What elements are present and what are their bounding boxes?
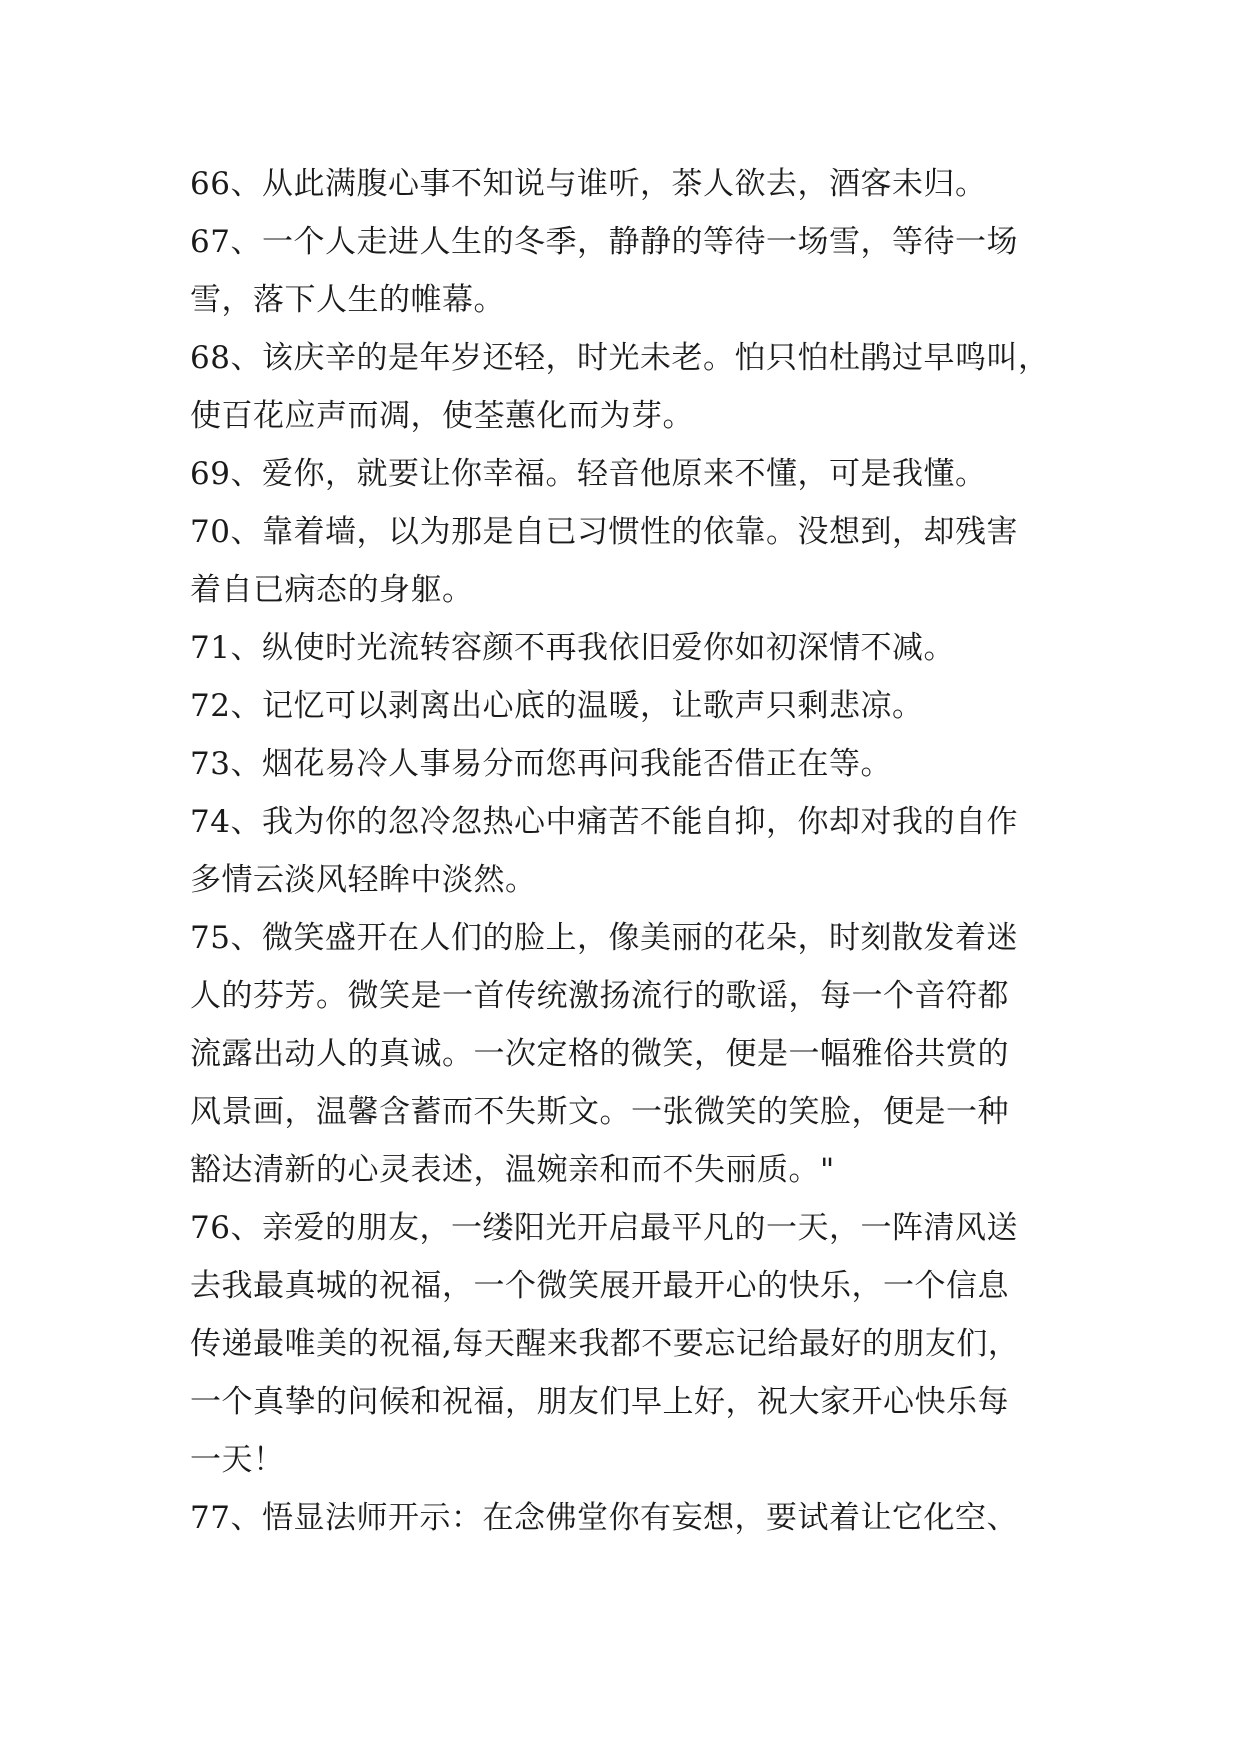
paragraph xyxy=(190,445,1070,503)
text-line: 传递最唯美的祝福,每天醒来我都不要忘记给最好的朋友们， xyxy=(190,1326,1020,1362)
text-line: 着自已病态的身躯。 xyxy=(190,572,474,608)
text-line: 77、悟显法师开示：在念佛堂你有妄想，要试着让它化空、 xyxy=(190,1500,1018,1536)
text-line: 72、记忆可以剥离出心底的温暖，让歌声只剩悲凉。 xyxy=(190,688,924,724)
text-line: 66、从此满腹心事不知说与谁听，茶人欲去，酒客未归。 xyxy=(190,166,987,202)
text-line: 流露出动人的真诚。一次定格的微笑，便是一幅雅俗共赏的 xyxy=(190,1036,1009,1072)
paragraph xyxy=(190,329,1070,445)
paragraph xyxy=(190,213,1070,329)
text-line: 76、亲爱的朋友，一缕阳光开启最平凡的一天，一阵清风送 xyxy=(190,1210,1018,1246)
text-line: 70、靠着墙，以为那是自已习惯性的依靠。没想到，却残害 xyxy=(190,514,1018,550)
paragraph xyxy=(190,793,1070,909)
text-line: 67、一个人走进人生的冬季，静静的等待一场雪，等待一场 xyxy=(190,224,1018,260)
text-line: 雪，落下人生的帷幕。 xyxy=(190,282,505,318)
text-line: 73、烟花易冷人事易分而您再问我能否借正在等。 xyxy=(190,746,892,782)
text-line: 71、纵使时光流转容颜不再我依旧爱你如初深情不减。 xyxy=(190,630,955,666)
paragraph xyxy=(190,735,1070,793)
text-line: 人的芬芳。微笑是一首传统激扬流行的歌谣，每一个音符都 xyxy=(190,978,1009,1014)
paragraph xyxy=(190,503,1070,619)
document-body xyxy=(190,155,1070,1547)
text-line: 多情云淡风轻眸中淡然。 xyxy=(190,862,537,898)
paragraph xyxy=(190,677,1070,735)
text-line: 一天！ xyxy=(190,1442,285,1478)
text-line: 豁达清新的心灵表述，温婉亲和而不失丽质。" xyxy=(190,1152,835,1188)
text-line: 75、微笑盛开在人们的脸上，像美丽的花朵，时刻散发着迷 xyxy=(190,920,1018,956)
paragraph xyxy=(190,619,1070,677)
text-line: 一个真挚的问候和祝福，朋友们早上好，祝大家开心快乐每 xyxy=(190,1384,1009,1420)
text-line: 风景画，温馨含蓄而不失斯文。一张微笑的笑脸，便是一种 xyxy=(190,1094,1009,1130)
paragraph xyxy=(190,155,1070,213)
paragraph xyxy=(190,909,1070,1199)
text-line: 使百花应声而凋，使荃蕙化而为芽。 xyxy=(190,398,694,434)
text-line: 74、我为你的忽冷忽热心中痛苦不能自抑，你却对我的自作 xyxy=(190,804,1018,840)
paragraph xyxy=(190,1489,1070,1547)
text-line: 69、爱你，就要让你幸福。轻音他原来不懂，可是我懂。 xyxy=(190,456,987,492)
paragraph xyxy=(190,1199,1070,1489)
text-line: 68、该庆辛的是年岁还轻，时光未老。怕只怕杜鹃过早鸣叫， xyxy=(190,340,1050,376)
text-line: 去我最真城的祝福，一个微笑展开最开心的快乐，一个信息 xyxy=(190,1268,1009,1304)
